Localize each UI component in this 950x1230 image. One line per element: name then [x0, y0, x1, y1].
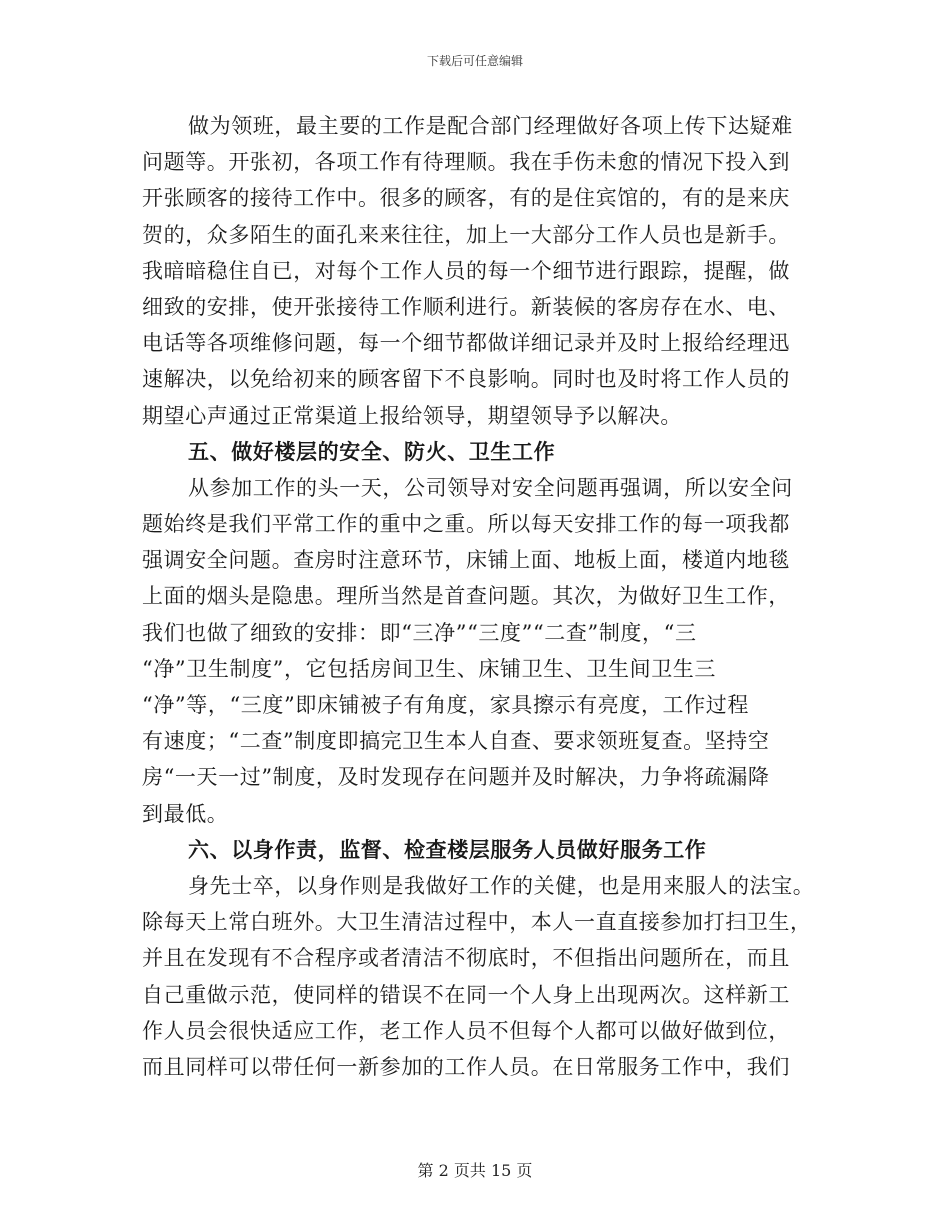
text-line: 自己重做示范，使同样的错误不在同一个人身上出现两次。这样新工: [142, 982, 790, 1007]
text-line: 除每天上常白班外。大卫生清洁过程中，本人一直直接参加打扫卫生，: [142, 910, 812, 935]
text-line: 到最低。: [142, 801, 229, 826]
text-line: 期望心声通过正常渠道上报给领导，期望领导予以解决。: [142, 403, 682, 428]
text-line: 房“一天一过”制度，及时发现存在问题并及时解决，力争将疏漏降: [142, 765, 770, 790]
text-line: “净”等，“三度”即床铺被子有角度，家具擦示有亮度，工作过程: [142, 693, 749, 717]
text-line: 强调安全问题。查房时注意环节，床铺上面、地板上面，楼道内地毯: [142, 548, 790, 573]
page-footer: 第 2 页共 15 页: [417, 1161, 533, 1180]
text-line: “净”卫生制度”，它包括房间卫生、床铺卫生、卫生间卫生三: [142, 656, 717, 681]
text-line: 有速度；“二查”制度即搞完卫生本人自查、要求领班复查。坚持空: [142, 729, 770, 754]
text-line: 开张顾客的接待工作中。很多的顾客，有的是住宾馆的，有的是来庆: [142, 186, 790, 211]
text-line: 题始终是我们平常工作的重中之重。所以每天安排工作的每一项我都: [142, 512, 790, 537]
section-heading: 五、做好楼层的安全、防火、卫生工作: [188, 438, 556, 464]
text-line: 我暗暗稳住自已，对每个工作人员的每一个细节进行跟踪，提醒，做: [142, 258, 790, 283]
document-body: [142, 108, 815, 1085]
text-line: 做为领班，最主要的工作是配合部门经理做好各项上传下达疑难: [188, 114, 793, 138]
text-line: 贺的，众多陌生的面孔来来往往，加上一大部分工作人员也是新手。: [142, 222, 790, 247]
text-line: 我们也做了细致的安排：即“三净”“三度”“二查”制度，“三: [142, 620, 697, 645]
section-heading: 六、以身作责，监督、检查楼层服务人员做好服务工作: [188, 836, 707, 862]
text-line: 从参加工作的头一天，公司领导对安全问题再强调，所以安全问: [188, 475, 793, 500]
text-line: 身先士卒，以身作则是我做好工作的关健，也是用来服人的法宝。: [188, 873, 815, 898]
text-line: 细致的安排，使开张接待工作顺利进行。新装候的客房存在水、电、: [142, 294, 790, 319]
text-line: 问题等。开张初，各项工作有待理顺。我在手伤未愈的情况下投入到: [142, 150, 790, 175]
page-header: 下载后可任意编辑: [426, 54, 523, 68]
text-line: 速解决，以免给初来的顾客留下不良影响。同时也及时将工作人员的: [142, 367, 790, 392]
text-line: 上面的烟头是隐患。理所当然是首查问题。其次，为做好卫生工作，: [142, 584, 790, 609]
text-line: 电话等各项维修问题，每一个细节都做详细记录并及时上报给经理迅: [142, 331, 790, 356]
text-line: 而且同样可以带任何一新参加的工作人员。在日常服务工作中，我们: [142, 1054, 790, 1079]
text-line: 作人员会很快适应工作，老工作人员不但每个人都可以做好做到位，: [142, 1018, 790, 1043]
text-line: 并且在发现有不合程序或者清洁不彻底时，不但指出问题所在，而且: [142, 946, 790, 971]
